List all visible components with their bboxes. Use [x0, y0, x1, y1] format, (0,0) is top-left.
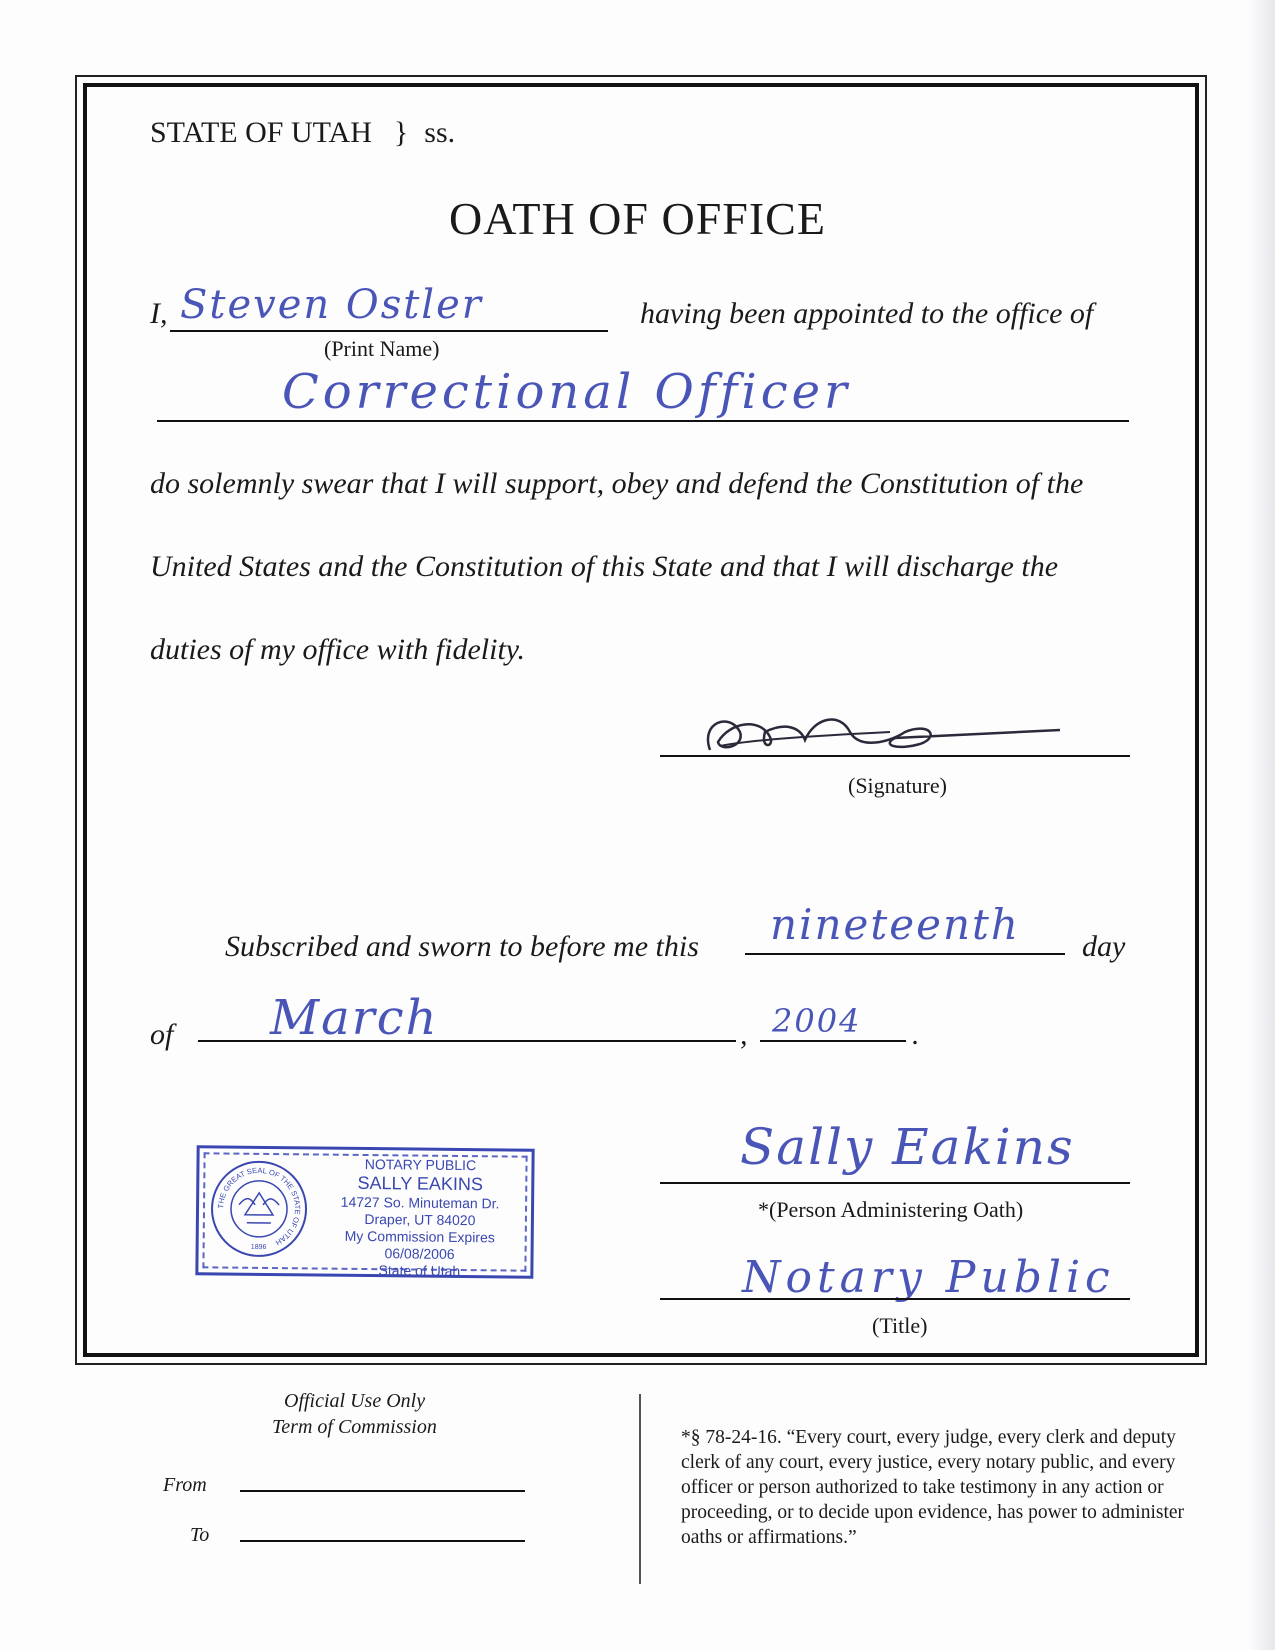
state-name: STATE OF UTAH: [150, 116, 372, 149]
stamp-address-2: Draper, UT 84020: [364, 1210, 476, 1229]
oath-lead: I,: [150, 297, 168, 330]
signature-caption: (Signature): [848, 773, 947, 798]
subscribed-text: Subscribed and sworn to before me this: [225, 930, 699, 963]
administrator-signature[interactable]: Sally Eakins: [740, 1118, 1075, 1176]
appointed-text: having been appointed to the office of: [640, 297, 1094, 330]
venue-brace: }: [393, 116, 409, 149]
ss-abbrev: ss.: [424, 116, 456, 149]
svg-text:THE GREAT SEAL OF THE STATE OF: [216, 1165, 303, 1247]
signature-scribble: [690, 702, 1080, 762]
date-comma: ,: [740, 1018, 748, 1051]
from-label: From: [163, 1474, 207, 1496]
stamp-notary-name: SALLY EAKINS: [357, 1172, 484, 1195]
date-period: .: [912, 1018, 920, 1051]
of-word: of: [150, 1018, 174, 1051]
seal-year: 1896: [250, 1243, 267, 1251]
to-label: To: [190, 1524, 210, 1546]
stamp-address-1: 14727 So. Minuteman Dr.: [340, 1193, 500, 1212]
office-value[interactable]: Correctional Officer: [282, 364, 851, 420]
print-name-line: [170, 330, 608, 332]
title-line: [660, 1298, 1130, 1300]
year-line: [760, 1040, 906, 1042]
page-edge-shadow: [1247, 0, 1275, 1650]
day-word: day: [1082, 930, 1126, 963]
state-venue: [150, 116, 455, 150]
term-of-commission-heading: Term of Commission: [272, 1416, 437, 1438]
title-value[interactable]: Notary Public: [742, 1252, 1115, 1303]
print-name-caption: (Print Name): [324, 336, 440, 361]
day-line: [745, 953, 1065, 955]
oath-body-line-3: duties of my office with fidelity.: [150, 633, 525, 666]
stamp-commission: My Commission Expires 06/08/2006: [344, 1227, 495, 1262]
year-value[interactable]: 2004: [772, 1002, 862, 1040]
page-title: OATH OF OFFICE: [449, 193, 826, 244]
title-caption: (Title): [872, 1313, 928, 1338]
office-line: [157, 420, 1129, 422]
print-name-value[interactable]: Steven Ostler: [180, 282, 483, 328]
administrator-line: [660, 1182, 1130, 1184]
statute-footnote: *§ 78-24-16. “Every court, every judge, every clerk and deputy clerk of any court, every justice, every notary public, and every officer or person authorized to take testimony in any action or proceeding, or to decide upon evidence, has power to administer oaths or affirmations.”: [681, 1427, 1185, 1548]
oath-body-line-1: do solemnly swear that I will support, obey and defend the Constitution of the: [150, 467, 1084, 500]
seal-icon: [215, 1164, 304, 1253]
stamp-title: NOTARY PUBLIC: [364, 1155, 477, 1174]
great-seal-emblem: [211, 1160, 308, 1257]
from-line[interactable]: [240, 1490, 525, 1492]
section-divider: [639, 1394, 641, 1584]
administrator-caption: *(Person Administering Oath): [758, 1197, 1024, 1222]
seal-ring-text: THE GREAT SEAL OF THE STATE OF UTAH: [215, 1165, 303, 1248]
day-value[interactable]: nineteenth: [770, 900, 1020, 949]
month-value[interactable]: March: [270, 990, 439, 1046]
official-use-heading: Official Use Only: [284, 1390, 426, 1412]
stamp-state: State of Utah: [378, 1262, 461, 1280]
oath-body-line-2: United States and the Constitution of this State and that I will discharge the: [150, 550, 1059, 583]
notary-seal-stamp: [195, 1145, 534, 1279]
to-line[interactable]: [240, 1540, 525, 1542]
signature-line: [660, 755, 1130, 757]
stamp-text-block: [310, 1155, 529, 1280]
